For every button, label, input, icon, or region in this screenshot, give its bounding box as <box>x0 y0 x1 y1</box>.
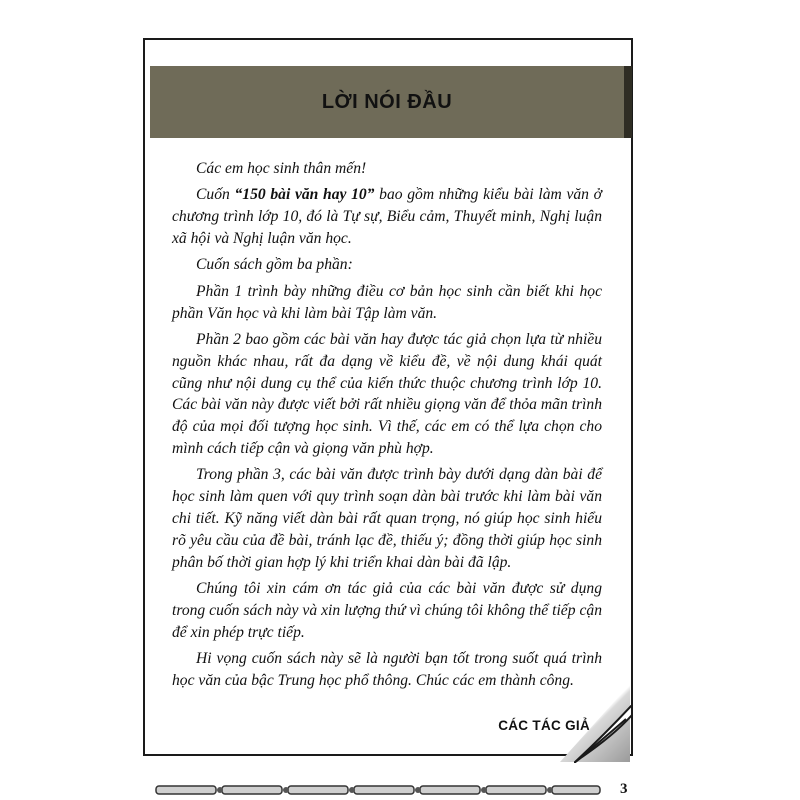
book-title: “150 bài văn hay 10” <box>234 186 375 204</box>
page-curl-icon <box>574 705 632 763</box>
greeting-paragraph: Các em học sinh thân mến! <box>196 160 367 177</box>
part1-paragraph: Phần 1 trình bày những điều cơ bản học sinh cần biết khi học phần Văn học và khi làm bài Tập làm văn. <box>172 282 602 322</box>
structure-paragraph: Cuốn sách gồm ba phần: <box>196 256 353 274</box>
thanks-paragraph: Chúng tôi xin cám ơn tác giả của các bài văn được sử dụng trong cuốn sách này và xin lượng thứ vì chúng tôi không thể tiếp cận để xin phép trực tiếp. <box>172 579 602 641</box>
intro-text-end: bao gồm những kiểu bài làm văn ở chương trình lớp 10, đó là Tự sự, Biểu cảm, Thuyết minh, Nghị luận xã hội và Nghị luận văn học. <box>172 186 602 247</box>
preface-body <box>172 158 602 696</box>
closing-paragraph: Hi vọng cuốn sách này sẽ là người bạn tốt trong suốt quá trình học văn của bậc Trung học phổ thông. Chúc các em thành công. <box>172 649 602 689</box>
page-title: LỜI NÓI ĐẦU <box>321 90 453 113</box>
binding-rings <box>150 776 605 800</box>
signature: CÁC TÁC GIẢ <box>498 718 590 733</box>
intro-paragraph <box>172 184 602 249</box>
title-band <box>150 66 632 138</box>
page-number: 3 <box>620 781 628 797</box>
part3-paragraph: Trong phần 3, các bài văn được trình bày dưới dạng dàn bài để học sinh làm quen với quy trình soạn dàn bài trước khi làm bài văn chi tiết. Kỹ năng viết dàn bài rất quan trọng, nó giúp học sinh hiểu rõ yêu cầu của đề bài, tránh lạc đề, thiếu ý; đồng thời giúp học sinh phân bố thời gian hợp lý khi triển khai dàn bài đã lập. <box>172 466 602 571</box>
part2-paragraph: Phần 2 bao gồm các bài văn hay được tác giả chọn lựa từ nhiều nguồn khác nhau, rất đa dạng về kiểu đề, về nội dung khái quát cũng như nội dung cụ thể của kiến thức thuộc chương trình lớp 10. Các bài văn này được viết bởi rất nhiều giọng văn để thỏa mãn trình độ của mọi đối tượng học sinh. Vì thế, các em có thể lựa chọn cho mình cách tiếp cận và giọng văn phù hợp. <box>172 330 602 457</box>
intro-text-start: Cuốn <box>196 186 235 204</box>
